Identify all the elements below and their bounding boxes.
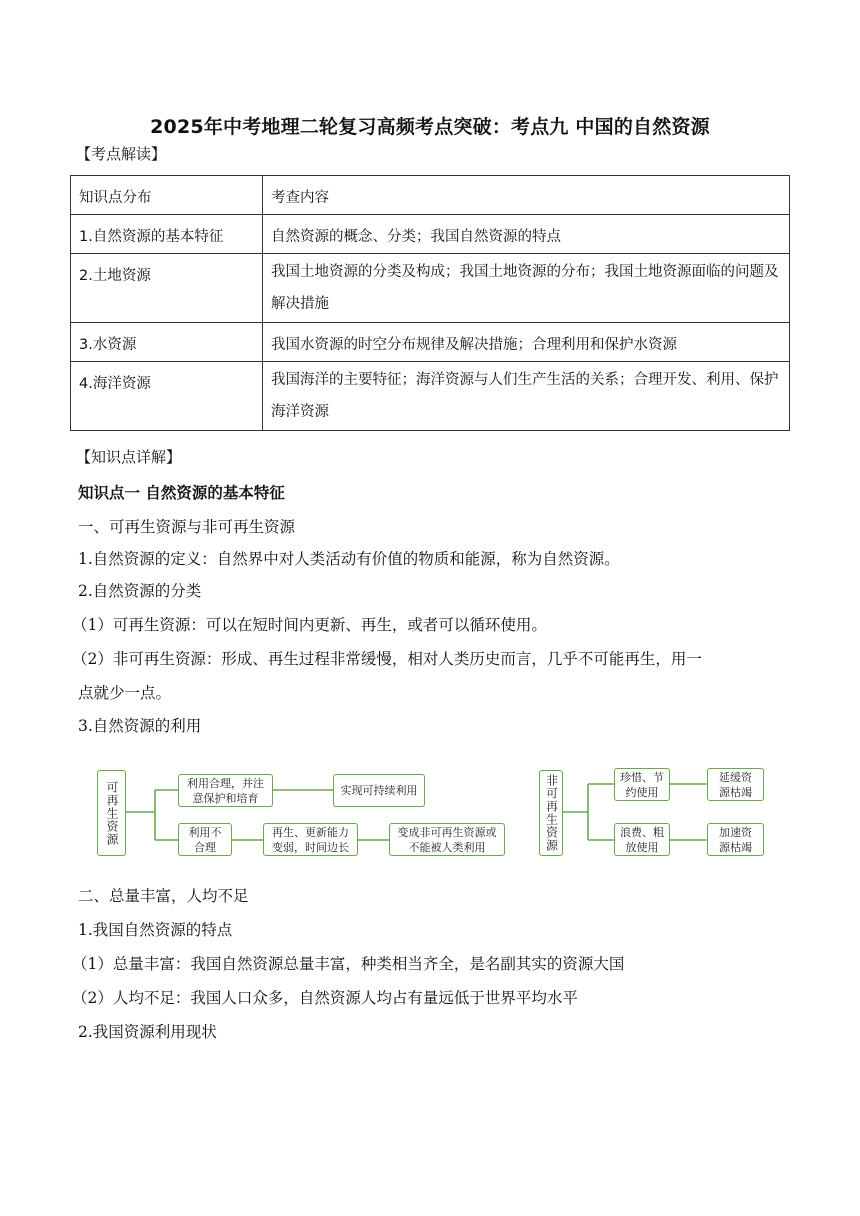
table-cell-content: 我国土地资源的分类及构成；我国土地资源的分布；我国土地资源面临的问题及解决措施 [263,254,790,323]
table-header-cell: 考查内容 [263,176,790,215]
diagram-node: 利用合理，并注意保护和培育 [178,774,273,807]
diagram-node: 利用不合理 [178,823,232,856]
diagram-node-nonrenewable: 非可再生资源 [539,770,563,856]
paragraph-line: （1）可再生资源：可以在短时间内更新、再生，或者可以循环使用。 [72,616,547,634]
table-cell-topic: 3.水资源 [71,323,263,362]
table-cell-topic: 2.土地资源 [71,254,263,323]
table-cell-topic: 1.自然资源的基本特征 [71,215,263,254]
diagram-node: 实现可持续利用 [333,774,425,807]
table-header-cell: 知识点分布 [71,176,263,215]
paragraph-line: （1）总量丰富：我国自然资源总量丰富，种类相当齐全，是名副其实的资源大国 [72,955,625,973]
section-heading-reading: 【考点解读】 [76,145,167,163]
paragraph-line: 一、可再生资源与非可再生资源 [78,518,296,536]
knowledge-point-title: 知识点一 自然资源的基本特征 [78,484,285,502]
table-cell-content: 我国水资源的时空分布规律及解决措施；合理利用和保护水资源 [263,323,790,362]
diagram-node: 加速资源枯竭 [707,823,764,856]
paragraph-line: （2）非可再生资源：形成、再生过程非常缓慢，相对人类历史而言，几乎不可能再生，用一 [72,650,702,668]
table-cell-topic: 4.海洋资源 [71,362,263,431]
diagram-node: 变成非可再生资源或不能被人类利用 [389,823,505,856]
section-heading-detail: 【知识点详解】 [76,448,182,466]
paragraph-line: 点就少一点。 [78,684,172,702]
paragraph-line: 3.自然资源的利用 [78,717,202,735]
diagram-node: 珍惜、节约使用 [614,768,670,801]
page-title: 2025年中考地理二轮复习高频考点突破：考点九 中国的自然资源 [150,116,710,138]
diagram-node-renewable: 可再生资源 [97,770,126,856]
diagram-node: 延缓资源枯竭 [707,768,764,801]
table-cell-content: 我国海洋的主要特征；海洋资源与人们生产生活的关系；合理开发、利用、保护海洋资源 [263,362,790,431]
paragraph-line: （2）人均不足：我国人口众多，自然资源人均占有量远低于世界平均水平 [72,989,578,1007]
paragraph-line: 2.自然资源的分类 [78,582,202,600]
diagram-node: 再生、更新能力变弱，时间边长 [263,823,358,856]
paragraph-line: 二、总量丰富，人均不足 [78,887,249,905]
paragraph-line: 2.我国资源利用现状 [78,1023,217,1041]
diagram-node: 浪费、粗放使用 [614,823,670,856]
paragraph-line: 1.自然资源的定义：自然界中对人类活动有价值的物质和能源，称为自然资源。 [78,550,620,568]
table-cell-content: 自然资源的概念、分类；我国自然资源的特点 [263,215,790,254]
paragraph-line: 1.我国自然资源的特点 [78,921,233,939]
